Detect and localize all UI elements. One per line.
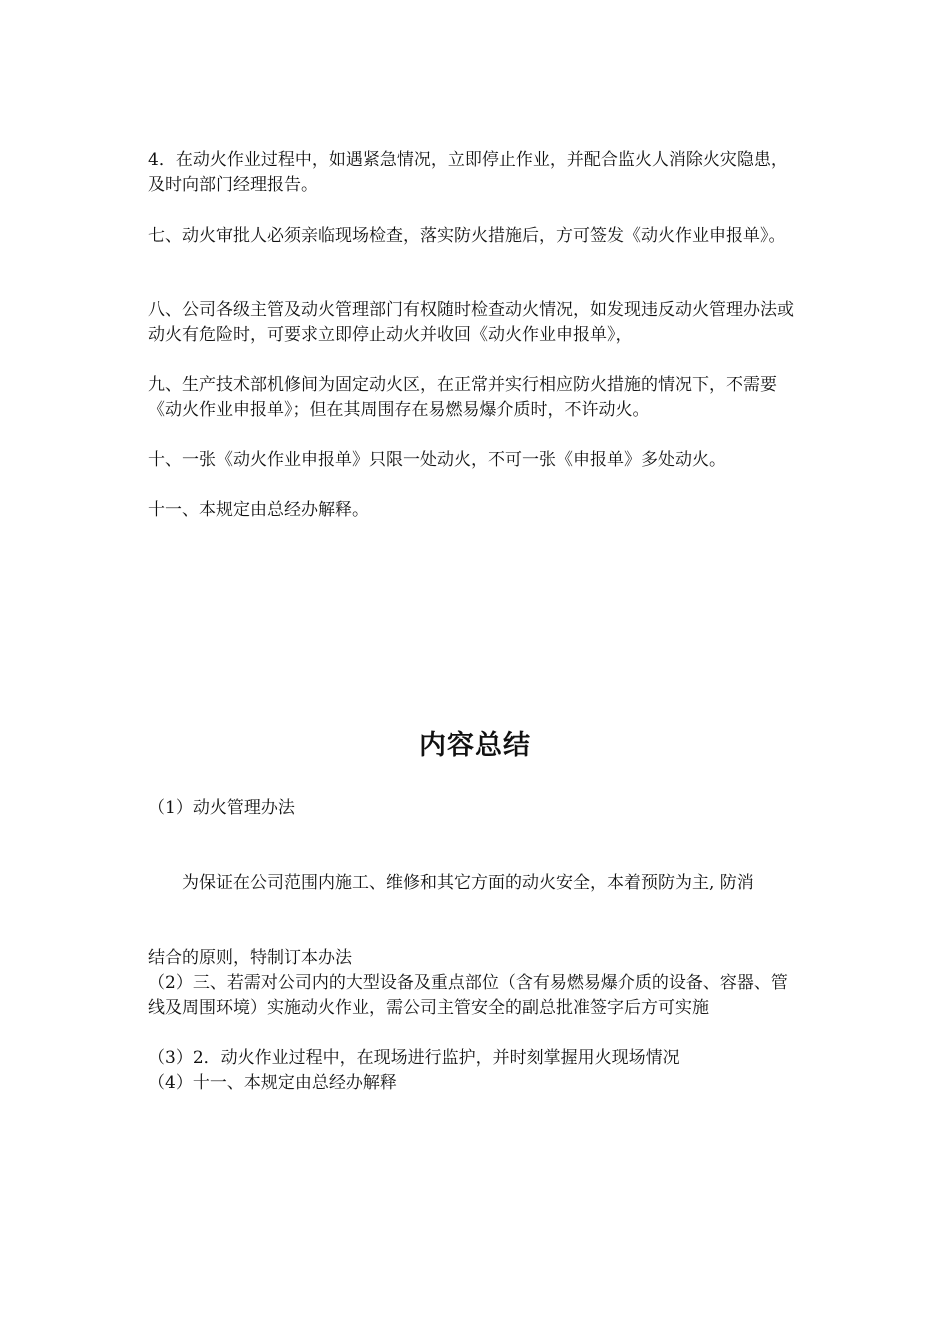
rule-paragraph-8: 八、公司各级主管及动火管理部门有权随时检查动火情况，如发现违反动火管理办法或动火有危险时，可要求立即停止动火并收回《动火作业申报单》，: [148, 300, 794, 345]
summary-paragraph-line-1: 为保证在公司范围内施工、维修和其它方面的动火安全，本着预防为主, 防消: [182, 873, 754, 893]
summary-item-3: （3）2．动火作业过程中，在现场进行监护，并时刻掌握用火现场情况: [148, 1048, 680, 1068]
rule-paragraph-7: 七、动火审批人必须亲临现场检查，落实防火措施后，方可签发《动火作业申报单》。: [148, 226, 786, 246]
rule-paragraph-4: 4．在动火作业过程中，如遇紧急情况，立即停止作业，并配合监火人消除火灾隐患，及时向部门经理报告。: [148, 150, 788, 195]
summary-item-4: （4）十一、本规定由总经办解释: [148, 1073, 397, 1093]
summary-title: 内容总结: [419, 730, 531, 761]
summary-item-1: （1）动火管理办法: [148, 798, 295, 818]
rule-paragraph-10: 十、一张《动火作业申报单》只限一处动火，不可一张《申报单》多处动火。: [148, 450, 726, 470]
summary-paragraph-line-2: 结合的原则，特制订本办法: [148, 948, 352, 968]
summary-item-2: （2）三、若需对公司内的大型设备及重点部位（含有易燃易爆介质的设备、容器、管线及周围环境）实施动火作业，需公司主管安全的副总批准签字后方可实施: [148, 973, 788, 1018]
rule-paragraph-9: 九、生产技术部机修间为固定动火区，在正常并实行相应防火措施的情况下，不需要《动火作业申报单》；但在其周围存在易燃易爆介质时，不许动火。: [148, 375, 777, 420]
rule-paragraph-11: 十一、本规定由总经办解释。: [148, 500, 369, 520]
